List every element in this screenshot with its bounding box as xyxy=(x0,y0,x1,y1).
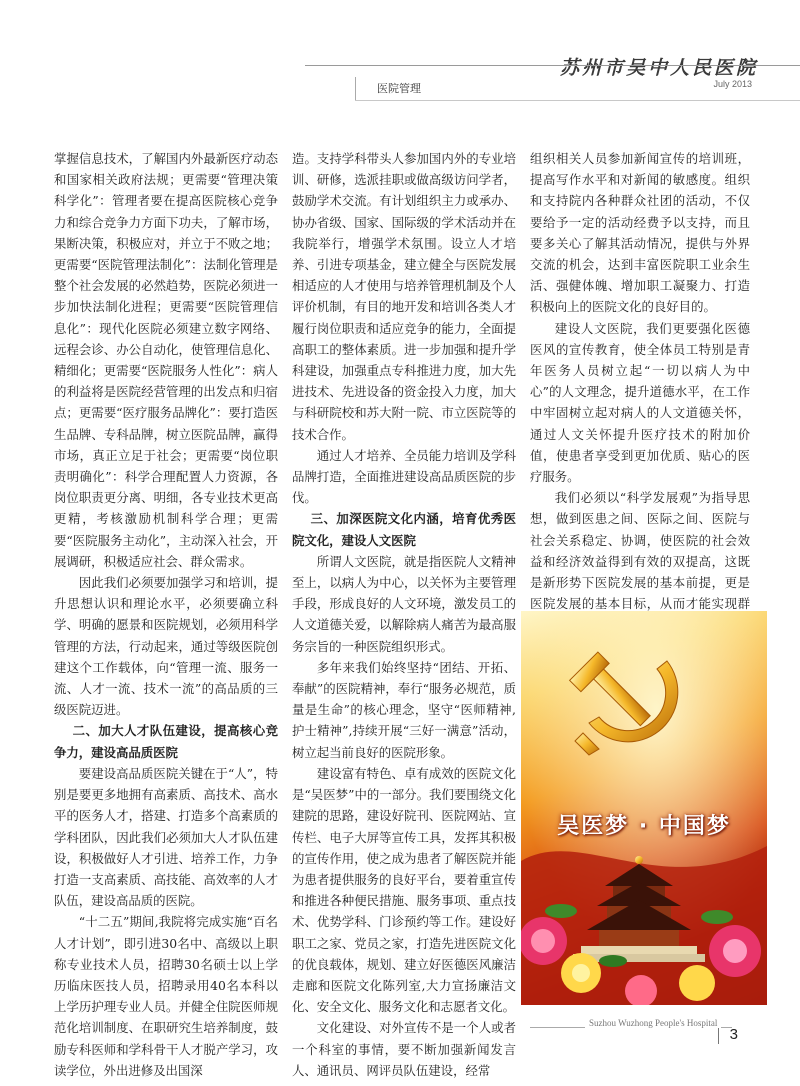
page-number: 3 xyxy=(729,1026,738,1043)
section-heading: 三、加深医院文化内涵，培育优秀医院文化，建设人文医院 xyxy=(292,511,516,548)
column-3 xyxy=(530,148,750,657)
paragraph: 建设人文医院，我们更要强化医德医风的宣传教育，使全体员工特别是青年医务人员树立起“一切以病人为中心”的人文理念，提升道德水平，在工作中牢固树立起对病人的人文道德关怀，通过人文关怀提升医疗技术的附加价值，使患者享受到更加优质、贴心的医疗服务。 xyxy=(530,320,750,485)
paragraph: 文化建设、对外宣传不是一个人或者一个科室的事情，要不断加强新闻发言人、通讯员、网评员队伍建设，经常 xyxy=(292,1020,516,1078)
section-heading: 二、加大人才队伍建设，提高核心竞争力，建设高品质医院 xyxy=(54,723,278,760)
header-title: 苏州市吴中人民医院 xyxy=(559,57,758,79)
paragraph: 所谓人文医院，就是指医院人文精神至上，以病人为中心，以关怀为主要管理手段，形成良好的人文环境，激发员工的人文道德关爱，以解除病人痛苦为最高服务宗旨的一种医院组织形式。 xyxy=(292,553,516,654)
paragraph: 造。支持学科带头人参加国内外的专业培训、研修，选派挂职或做高级访问学者，鼓励学术交流。有计划组织主力或承办、协办省级、国家、国际级的学术活动并在我院举行，增强学术氛围。设立人才培养、引进专项基金，建立健全与医院发展相适应的人才使用与培养管理机制及个人评价机制，有目的地开发和培训各类人才履行岗位职责和适应竞争的能力，全面提高职工的整体素质。进一步加强和提升学科建设，加强重点专科推进力度，加大先进技术、先进设备的资金投入力度，加大与科研院校和苏大附一院、市立医院等的技术合作。 xyxy=(292,151,516,442)
poster-illustration xyxy=(521,611,767,1005)
poster-caption: 吴医梦 · 中国梦 xyxy=(557,814,731,839)
paragraph: 建设富有特色、卓有成效的医院文化是“吴医梦”中的一部分。我们要围绕文化建院的思路，建设好院刊、医院网站、宣传栏、电子大屏等宣传工具，发挥其积极的宣传作用，使之成为患者了解医院并能为患者提供服务的良好平台，要着重宣传和推进各种便民措施、服务事项、重点技术、优势学科、门诊预约等工作。建设好职工之家、党员之家，打造先进医院文化的优良载体，规划、建立好医德医风廉洁走廊和医院文化陈列室,大力宣扬廉洁文化、安全文化、服务文化和志愿者文化。 xyxy=(292,765,516,1015)
footer-hospital-name: Suzhou Wuzhong People's Hospital xyxy=(585,1018,721,1028)
paragraph: 多年来我们始终坚持“团结、开拓、奉献”的医院精神，奉行“服务必规范，质量是生命”的核心理念，坚守“医师精神,护士精神”,持续开展“三好一满意”活动，树立起当前良好的医院形象。 xyxy=(292,659,516,760)
paragraph: 因此我们必须要加强学习和培训，提升思想认识和理论水平，必须要确立科学、明确的愿景和医院规划，必须用科学管理的方法，行动起来，通过等级医院创建这个工作载体，向“管理一流、服务一流、人才一流、技术一流”的高品质的三级医院迈进。 xyxy=(54,575,278,718)
header-date: July 2013 xyxy=(713,79,752,89)
header-rule-top xyxy=(305,65,800,66)
page-number-divider xyxy=(718,1028,719,1044)
paragraph: 通过人才培养、全员能力培训及学科品牌打造，全面推进建设高品质医院的步伐。 xyxy=(292,447,516,506)
paragraph: 要建设高品质医院关键在于“人”，特别是要更多地拥有高素质、高技术、高水平的医务人才，搭建、打造多个高素质的学科团队，因此我们必须加大人才队伍建设，积极做好人才引进、培养工作，力争打造一支高素质、高技能、高效率的人才队伍，建设高品质的医院。 xyxy=(54,765,278,909)
paragraph: “十二五”期间,我院将完成实施“百名人才计划”，即引进30名中、高级以上职称专业技术人员，招聘30名硕士以上学历临床医技人员，招聘录用40名本科以上学历护理专业人员。并健全住院医师规范化培训制度、在职研究生培养制度，鼓励专科医师和学科骨干人才脱产学习，攻读学位，外出进修及出国深 xyxy=(54,914,278,1078)
paragraph: 掌握信息技术，了解国内外最新医疗动态和国家相关政府法规；更需要“管理决策科学化”：管理者要在提高医院核心竞争力和综合竞争力方面下功夫，了解市场，果断决策，积极应对，并立于不败之地；更需要“医院管理法制化”：法制化管理是整个社会发展的必然趋势，医院必须进一步加快法制化进程；更需要“医院管理信息化”：现代化医院必须建立数字网络、远程会诊、办公自动化，使管理信息化、精细化；更需要“医院服务人性化”：病人的利益将是医院经营管理的出发点和归宿点；更需要“医疗服务品牌化”：要打造医生品牌、专科品牌，树立医院品牌，赢得市场，真正立足于社会；更需要“岗位职责明确化”：科学合理配置人力资源，各岗位职责更分离、明细，各专业技术更高更精，考核激励机制科学合理；更需要“医院服务主动化”，主动深入社会，开展调研，积极适应社会、群众需求。 xyxy=(54,151,278,569)
header-section-label: 医院管理 xyxy=(355,77,442,101)
chinese-dream-poster xyxy=(521,611,767,1005)
column-1 xyxy=(54,148,278,1081)
column-2 xyxy=(292,148,516,1081)
paragraph: 组织相关人员参加新闻宣传的培训班，提高写作水平和对新闻的敏感度。组织和支持院内各种群众社团的活动，不仅要给予一定的活动经费予以支持，而且要多关心了解其活动情况，提供与外界交流的机会，达到丰富医院职工业余生活、强健体魄、增加职工凝聚力、打造积极向上的医院文化的良好目的。 xyxy=(530,151,750,315)
header-rule-bottom xyxy=(355,100,800,101)
paragraph: 我们必须以“科学发展观”为指导思想，做到医患之间、医际之间、医院与社会关系稳定、协调，使医院的社会效益和经济效益得到有效的双提高，这既是新形势下医院发展的基本前提，更是医院发展的基本目标，从而才能实现群 xyxy=(530,490,750,612)
